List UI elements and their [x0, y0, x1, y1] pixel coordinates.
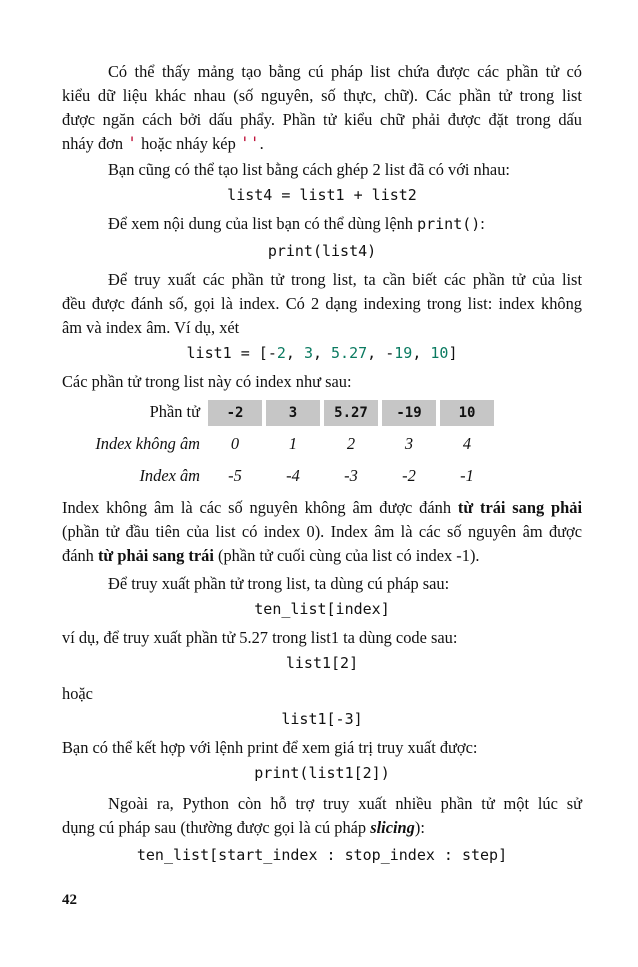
text-line: [62, 816, 582, 840]
row-label-negative: Index âm: [139, 466, 200, 485]
code-access-syntax: ten_list[index]: [254, 600, 390, 618]
negative-index: -4: [286, 466, 300, 485]
paragraph-index-intro: Các phần tử trong list này có index như sau:: [62, 372, 352, 391]
paragraph-concat: Bạn cũng có thể tạo list bằng cách ghép 2 list đã có với nhau:: [108, 160, 510, 179]
paragraph-slicing: [62, 792, 582, 840]
bold-text: từ phải sang trái: [97, 546, 214, 565]
code-span: ,: [367, 344, 386, 362]
text-span: Để xem nội dung của list bạn có thể dùng lệnh: [108, 214, 418, 233]
code-list-concat: list4 = list1 + list2: [227, 186, 417, 204]
text-span: đánh: [62, 546, 98, 565]
non-negative-index: 1: [288, 434, 298, 453]
element-cell: 10: [440, 400, 494, 426]
text-line: âm và index âm. Ví dụ, xét: [62, 318, 240, 337]
code-span: ]: [448, 344, 458, 362]
code-slicing-syntax: ten_list[start_index : stop_index : step]: [136, 846, 508, 864]
single-quote-symbol: ': [127, 134, 137, 153]
page-number: 42: [62, 892, 77, 908]
non-negative-index: 0: [230, 434, 240, 453]
paragraph-list-types: [62, 60, 582, 156]
text-span: (phần tử cuối cùng của list có index -1).: [213, 546, 480, 565]
bold-italic-text: slicing: [370, 818, 415, 837]
text-span: :: [480, 214, 485, 233]
code-access-negative: list1[-3]: [281, 710, 363, 728]
row-label-elements: Phần tử: [149, 402, 200, 421]
text-span: Index không âm là các số nguyên không âm được đánh: [62, 498, 458, 517]
bold-text: từ trái sang phải: [457, 498, 583, 517]
element-cell: -2: [208, 400, 262, 426]
element-cell: 3: [266, 400, 320, 426]
text-span: nháy đơn: [62, 134, 128, 153]
text-line: kiểu dữ liệu khác nhau (số nguyên, số thực, chữ). Các phần tử trong list: [62, 86, 582, 105]
code-list-definition: [62, 342, 582, 364]
double-quote-symbol: '': [239, 134, 260, 153]
non-negative-index: 3: [404, 434, 414, 453]
code-number: 5.27: [331, 344, 368, 362]
code-span: list1 = [: [186, 344, 268, 362]
text-line: (phần tử đầu tiên của list có index 0). Index âm là các số nguyên âm được: [62, 522, 582, 541]
code-span: ,: [285, 344, 304, 362]
code-number: 10: [430, 344, 449, 362]
element-cell: -19: [382, 400, 436, 426]
paragraph-indexing: [62, 268, 582, 340]
non-negative-index: 2: [346, 434, 356, 453]
text-line: đều được đánh số, gọi là index. Có 2 dạng indexing trong list: index không: [62, 294, 582, 313]
non-negative-index: 4: [462, 434, 472, 453]
text-span: hoặc nháy kép: [137, 134, 240, 153]
negative-index: -2: [402, 466, 416, 485]
code-number: 2: [276, 344, 286, 362]
code-span: -: [385, 344, 395, 362]
text-span: ):: [414, 818, 425, 837]
code-span: ,: [412, 344, 431, 362]
code-span: ,: [312, 344, 332, 362]
code-access-positive: list1[2]: [285, 654, 359, 672]
text-line: [62, 496, 582, 520]
code-span: -: [267, 344, 277, 362]
text-line: được ngăn cách bởi dấu phẩy. Phần tử kiểu chữ phải được đặt trong dấu: [62, 110, 582, 129]
paragraph-access-syntax: Để truy xuất phần tử trong list, ta dùng cú pháp sau:: [108, 574, 450, 593]
code-print-access: print(list1[2]): [254, 764, 390, 782]
text-line: [62, 544, 582, 568]
code-print-list: print(list4): [267, 242, 377, 260]
text-span: .: [259, 134, 264, 153]
text-span: dụng cú pháp sau (thường được gọi là cú pháp: [62, 818, 371, 837]
paragraph-print: [62, 212, 582, 236]
negative-index: -5: [228, 466, 242, 485]
text-line: Ngoài ra, Python còn hỗ trợ truy xuất nhiều phần tử một lúc sử: [108, 794, 582, 813]
inline-code: print(): [417, 215, 481, 233]
text-line: [62, 132, 582, 156]
negative-index: -1: [460, 466, 474, 485]
paragraph-or: hoặc: [62, 684, 93, 703]
code-number: 19: [394, 344, 413, 362]
paragraph-index-direction: [62, 496, 582, 568]
row-label-non-negative: Index không âm: [95, 434, 200, 453]
paragraph-example: ví dụ, để truy xuất phần tử 5.27 trong list1 ta dùng code sau:: [62, 628, 458, 647]
text-line: Để truy xuất các phần tử trong list, ta cần biết các phần tử của list: [108, 270, 582, 289]
code-number: 3: [303, 344, 313, 362]
paragraph-print-access: Bạn có thể kết hợp với lệnh print để xem giá trị truy xuất được:: [62, 738, 478, 757]
element-cell: 5.27: [324, 400, 378, 426]
negative-index: -3: [344, 466, 358, 485]
text-line: Có thể thấy mảng tạo bằng cú pháp list chứa được các phần tử có: [108, 62, 582, 81]
